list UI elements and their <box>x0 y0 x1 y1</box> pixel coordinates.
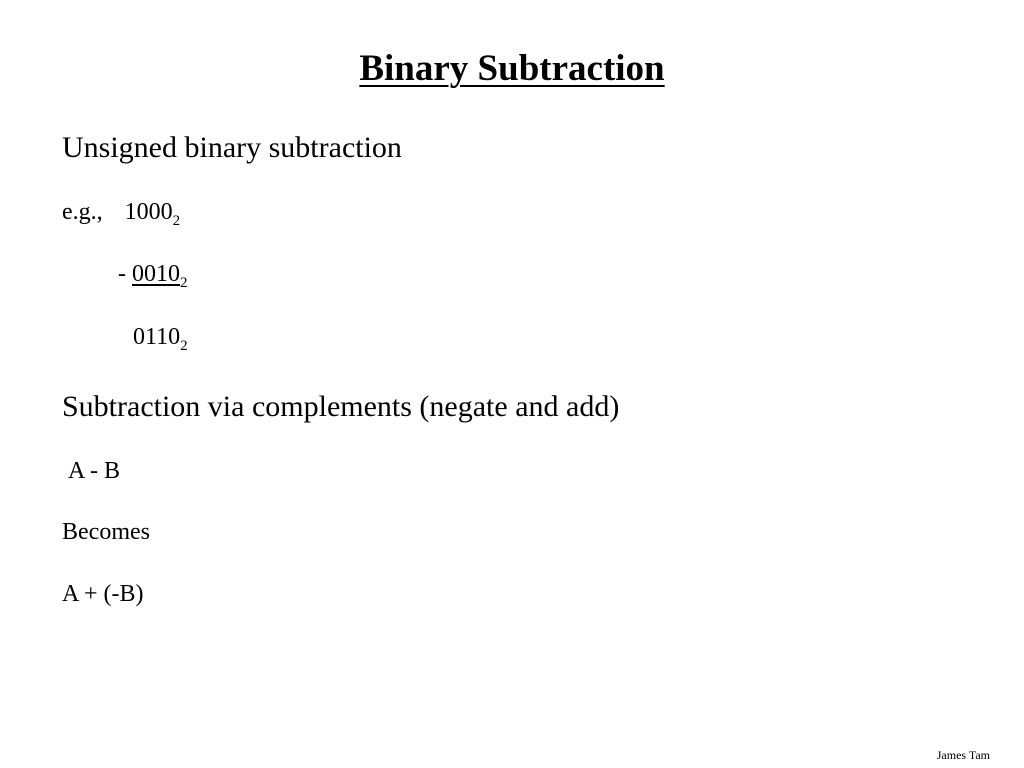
example-subtrahend-row <box>118 259 188 289</box>
heading-unsigned-subtraction: Unsigned binary subtraction <box>62 131 402 164</box>
slide-title <box>0 47 1024 91</box>
example-subtrahend-base: 2 <box>180 275 188 291</box>
example-result-row <box>133 322 188 352</box>
example-result-base: 2 <box>180 338 188 354</box>
example-subtrahend-underlined <box>132 261 188 291</box>
expression-a-plus-negative-b: A + (-B) <box>62 581 144 607</box>
example-prefix: e.g., <box>62 199 103 225</box>
example-minuend-base: 2 <box>172 213 181 229</box>
heading-subtraction-via-complements: Subtraction via complements (negate and add) <box>62 390 620 423</box>
slide-title-text: Binary Subtraction <box>359 48 665 89</box>
becomes-label: Becomes <box>62 519 150 545</box>
expression-a-minus-b: A - B <box>68 458 121 484</box>
example-minuend-row <box>62 197 180 227</box>
example-result: 0110 <box>133 324 181 350</box>
example-subtrahend: 0010 <box>132 261 180 287</box>
example-minuend: 1000 <box>124 199 173 225</box>
footer-author: James Tam <box>936 748 990 762</box>
example-minus-sign: - <box>118 261 126 287</box>
